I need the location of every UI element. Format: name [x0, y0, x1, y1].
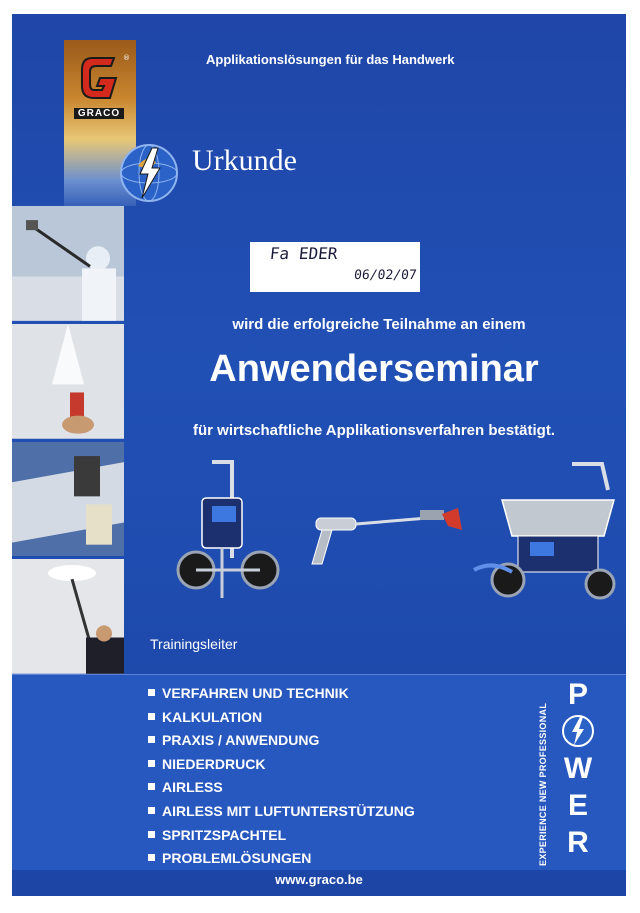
graco-logo-icon	[68, 50, 130, 128]
power-tagline: EXPERIENCE NEW PROFESSIONAL	[538, 702, 548, 866]
power-o-icon	[561, 714, 595, 748]
power-letter-e: E	[567, 789, 588, 822]
photo-ceiling-painter	[12, 206, 124, 321]
photo-strip	[12, 206, 124, 674]
globe-lightning-icon	[116, 140, 182, 206]
list-item: VERFAHREN UND TECHNIK	[148, 682, 415, 706]
list-item: KALKULATION	[148, 706, 415, 730]
spray-gun-icon	[302, 504, 478, 574]
confirmation-text: für wirtschaftliche Applikationsverfahren bestätigt.	[192, 422, 555, 439]
tagline: Applikationslösungen für das Handwerk	[206, 52, 455, 67]
power-letter-r: R	[567, 826, 589, 859]
photo-spray-gun	[12, 324, 124, 439]
recipient-field	[250, 242, 420, 292]
power-letter-w: W	[563, 752, 593, 785]
list-item: NIEDERDRUCK	[148, 753, 415, 777]
seminar-title: Anwenderseminar	[209, 348, 539, 390]
graco-wordmark: GRACO	[74, 108, 124, 119]
power-letter-p: P	[567, 678, 588, 711]
spray-pump-icon	[172, 458, 282, 608]
list-item: AIRLESS	[148, 776, 415, 800]
power-wordmark	[558, 676, 598, 861]
participation-text: wird die erfolgreiche Teilnahme an einem	[232, 316, 526, 333]
date-handwritten: 06/02/07	[353, 268, 418, 283]
recipient-handwritten: Fa EDER	[269, 244, 339, 263]
list-item: AIRLESS MIT LUFTUNTERSTÜTZUNG	[148, 800, 415, 824]
photo-wall-spraying	[12, 442, 124, 557]
photo-roller	[12, 559, 124, 674]
website-link[interactable]: www.graco.be	[275, 872, 363, 887]
texture-sprayer-icon	[472, 460, 622, 606]
certificate-page	[12, 14, 626, 896]
certificate-heading: Urkunde	[192, 144, 297, 177]
list-item: SPRITZSPACHTEL	[148, 824, 415, 848]
graco-g-icon	[76, 50, 122, 106]
topics-list	[148, 682, 415, 871]
trainer-label: Trainingsleiter	[150, 636, 238, 652]
list-item: PROBLEMLÖSUNGEN	[148, 847, 415, 871]
registered-mark: ®	[123, 54, 130, 62]
power-logo	[530, 676, 600, 868]
list-item: PRAXIS / ANWENDUNG	[148, 729, 415, 753]
